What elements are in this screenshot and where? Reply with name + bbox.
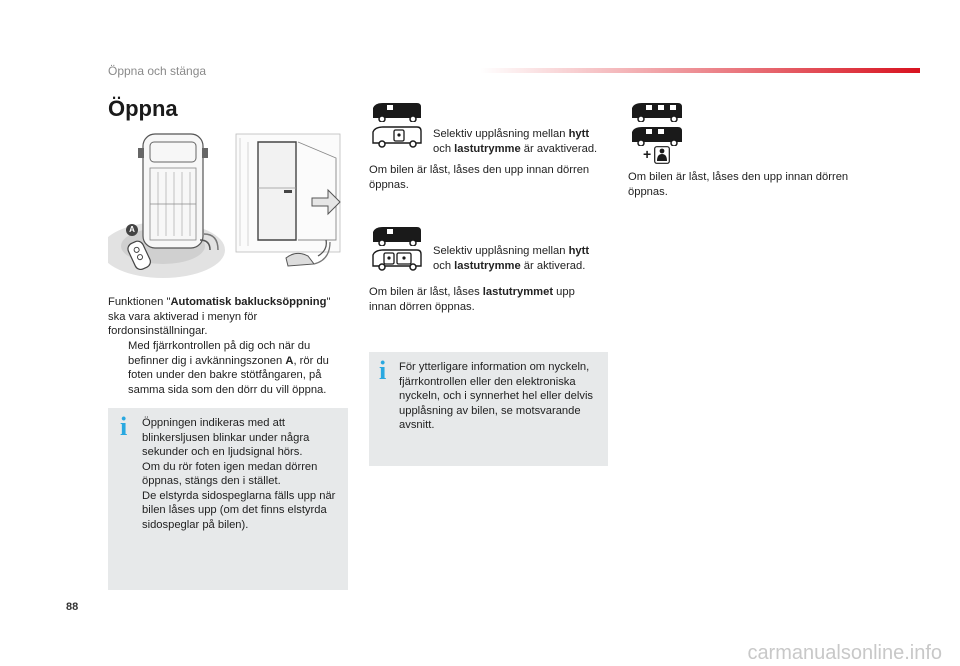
info-icon: i — [120, 412, 128, 441]
s2-text-pre: Om bilen är låst, låses — [369, 286, 483, 298]
info-line-1: Öppningen indikeras med att blinkersljusen blinkar under några sekunder och en ljudsignal hörs. — [142, 417, 310, 458]
zone-a-label: A — [126, 224, 138, 236]
bullet-bold: A — [285, 354, 294, 367]
van-icon-cab-1 — [369, 100, 425, 127]
p1-post: " ska vara aktiverad i menyn för fordonsinställningar. — [108, 296, 331, 337]
info-line-2: Om du rör foten igen medan dörren öppnas, stängs den i stället. — [142, 460, 318, 487]
plus-sign: + — [643, 146, 652, 162]
s1-bold-2: lastutrymme — [454, 142, 521, 155]
info-box-left — [108, 408, 348, 590]
van-illustration — [108, 128, 346, 280]
selective-unlock-on — [433, 244, 608, 273]
s1-post: är avaktiverad. — [520, 142, 598, 155]
info-icon-middle: i — [379, 356, 387, 385]
info-text-left — [142, 416, 342, 532]
s2-text-bold: lastutrymmet — [482, 286, 554, 298]
left-bullet — [108, 339, 340, 397]
van-icon-cargo-unlock-1 — [369, 124, 425, 153]
header-accent-bar — [480, 68, 920, 73]
s1-pre: Selektiv upplåsning mellan — [433, 128, 569, 140]
s2-mid: och — [433, 259, 455, 272]
bullet-pre: Med fjärrkontrollen på dig och när du befinner dig i avkänningszonen — [128, 340, 311, 367]
person-seat-icon — [654, 146, 670, 169]
s1-mid: och — [433, 142, 455, 155]
s2-bold-2: lastutrymme — [454, 259, 521, 272]
s2-text-post: upp innan dörren öppnas. — [369, 286, 575, 313]
section1-text: Om bilen är låst, låses den upp innan dörren öppnas. — [369, 164, 590, 191]
watermark: carmanualsonline.info — [747, 642, 942, 664]
p1-pre: Funktionen " — [108, 296, 171, 308]
right-text: Om bilen är låst, låses den upp innan dörren öppnas. — [628, 171, 849, 198]
left-paragraph — [108, 295, 340, 339]
info-text-middle: För ytterligare information om nyckeln, fjärrkontrollen eller den elektroniska nyckeln, och i synnerhet hel eller delvis upplåsning av bilen, se motsvarande avsnitt. — [399, 361, 594, 431]
van-icon-passenger-1 — [628, 100, 686, 127]
s2-post: är aktiverad. — [520, 259, 586, 272]
page-number: 88 — [66, 601, 79, 613]
van-icon-cargo-unlock-2 — [369, 247, 425, 276]
p1-bold: Automatisk baklucksöppning — [170, 296, 327, 308]
page-heading: Öppna — [108, 96, 178, 121]
s1-bold-1: hytt — [568, 128, 590, 140]
bullet-text — [128, 339, 340, 397]
s2-pre: Selektiv upplåsning mellan — [433, 245, 569, 257]
bullet-mark — [108, 339, 128, 397]
section2-text — [369, 285, 599, 314]
info-line-3: De elstyrda sidospeglarna fälls upp när bilen låses upp (om det finns elstyrda sidospeglar på bilen). — [142, 489, 336, 531]
info-box-middle — [369, 352, 608, 466]
chapter-title: Öppna och stänga — [108, 64, 207, 78]
s2-bold-1: hytt — [568, 245, 590, 257]
bullet-post: , rör du foten under den bakre stötfångaren, på samma sida som den dörr du vill öppna. — [128, 354, 329, 396]
selective-unlock-off — [433, 127, 608, 156]
van-figure — [108, 128, 346, 280]
